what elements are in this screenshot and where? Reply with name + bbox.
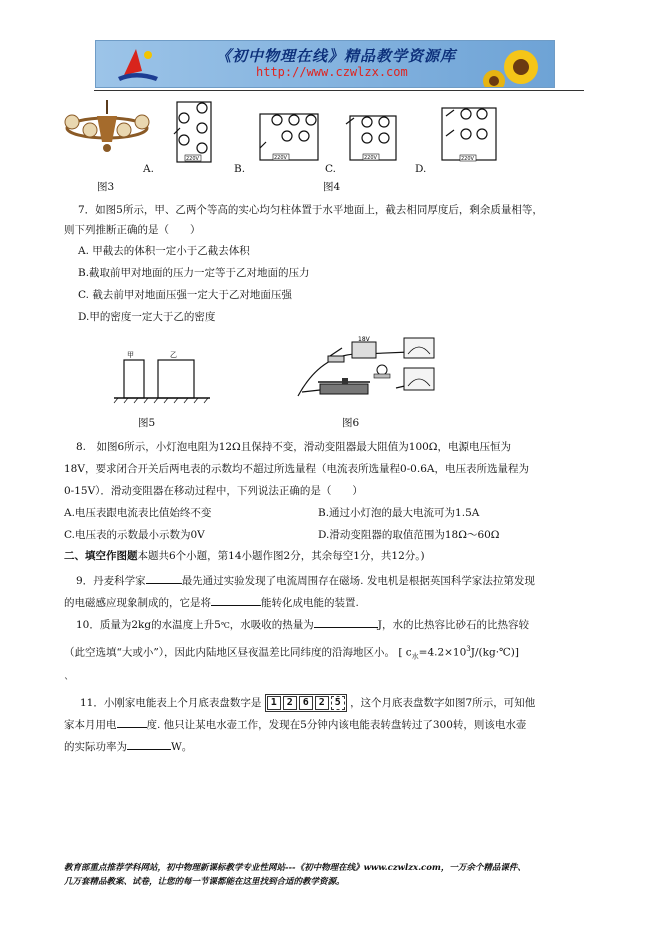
banner-url[interactable]: http://www.czwlzx.com bbox=[256, 65, 408, 79]
q11-line3: 的实际功率为 W。 bbox=[64, 738, 192, 754]
header-banner bbox=[95, 40, 555, 88]
q8-line2: 18V，要求闭合开关后两电表的示数均不超过所选量程（电流表所选量程0-0.6A，电压表所选量程为 bbox=[64, 463, 529, 475]
footer-line-2: 几万套精品教案、试卷，让您的每一节课都能在这里找到合适的教学资源。 bbox=[64, 877, 345, 887]
figure-6-caption: 图6 bbox=[342, 417, 360, 429]
q8-option-a: A.电压表跟电流表比值始终不变 bbox=[64, 507, 212, 519]
q8-option-b: B.通过小灯泡的最大电流可为1.5A bbox=[318, 507, 480, 519]
q11-blank-1[interactable] bbox=[117, 716, 147, 728]
option-b-label: B. bbox=[234, 163, 246, 175]
option-a-label: A. bbox=[143, 163, 154, 175]
circuit-c bbox=[346, 116, 396, 160]
q9-line1: 9．丹麦科学家 最先通过实验发现了电流周围存在磁场. 发电机是根据英国科学家法拉第发现 bbox=[76, 572, 535, 588]
q11-line1: 11．小刚家电能表上个月底表盘数字是 1 2 6 2 5 ，这个月底表盘数字如图7所示，可知他 bbox=[80, 694, 535, 712]
q10-unit: ℃ bbox=[220, 621, 230, 630]
section-2-heading-line bbox=[64, 549, 425, 563]
q10-blank-1[interactable] bbox=[314, 616, 378, 628]
meter-digit: 5 bbox=[331, 696, 345, 710]
q10-line1: 10．质量为2kg的水温度上升5℃，水吸收的热量为 J，水的比热容比砂石的比热容较 bbox=[76, 616, 529, 633]
q11-line2: 家本月用电 度. 他只让某电水壶工作，发现在5分钟内该电能表转盘转过了300转，则该电水壶 bbox=[64, 716, 526, 732]
battery-icon bbox=[352, 336, 376, 358]
voltage-label-b: 220V bbox=[274, 155, 287, 161]
figure-6 bbox=[292, 332, 452, 410]
header-rule bbox=[94, 90, 584, 91]
ammeter-icon bbox=[404, 338, 434, 358]
option-c-label: C. bbox=[325, 163, 336, 175]
fig5-label-jia: 甲 bbox=[127, 351, 134, 359]
option-d-label: D. bbox=[415, 163, 427, 175]
lamp-icon bbox=[374, 365, 390, 378]
q7-stem-line2: 则下列推断正确的是（ ） bbox=[64, 224, 201, 236]
switch-icon bbox=[328, 348, 344, 362]
q11-blank-2[interactable] bbox=[127, 738, 171, 750]
rheostat-icon bbox=[318, 378, 370, 394]
q8-option-c: C.电压表的示数最小示数为0V bbox=[64, 529, 205, 541]
voltmeter-icon bbox=[404, 368, 434, 390]
q8-line3: 0-15V）．滑动变阻器在移动过程中，下列说法正确的是（ ） bbox=[64, 485, 363, 497]
meter-display bbox=[265, 694, 347, 712]
q7-option-a: A. 甲截去的体积一定小于乙截去体积 bbox=[78, 245, 250, 257]
figure-5 bbox=[110, 340, 220, 410]
figures-3-4 bbox=[62, 94, 592, 194]
meter-digit: 2 bbox=[283, 696, 297, 710]
stray-mark: ` bbox=[64, 677, 70, 689]
voltage-label-a: 220V bbox=[186, 156, 199, 162]
q9-blank-2[interactable] bbox=[211, 594, 261, 606]
q7-option-d: D.甲的密度一定大于乙的密度 bbox=[78, 311, 216, 323]
meter-digit: 6 bbox=[299, 696, 313, 710]
banner-title: 《初中物理在线》精品教学资源库 bbox=[216, 47, 457, 65]
q9-line2: 的电磁感应现象制成的，它是将 能转化成电能的装置. bbox=[64, 594, 359, 610]
q9-blank-1[interactable] bbox=[146, 572, 182, 584]
q7-stem-line1: 7．如图5所示，甲、乙两个等高的实心均匀柱体置于水平地面上，截去相同厚度后，剩余质量相等， bbox=[78, 204, 543, 216]
q10-line2: （此空选填“大或小”），因此内陆地区昼夜温差比同纬度的沿海地区小。 [ $c_水=4.2\times 10^3J/(kg\cdot℃)$] bbox=[64, 645, 519, 661]
figure-4-caption: 图4 bbox=[323, 181, 341, 193]
section-2-heading: 二、填空作图题 bbox=[64, 550, 138, 562]
footer-line-1: 教育部重点推荐学科网站，初中物理新课标教学专业性网站---《初中物理在线》www.czwlzx.com，一万余个精品课件、 bbox=[64, 863, 526, 873]
circuit-d bbox=[442, 108, 496, 160]
fig5-label-yi: 乙 bbox=[170, 351, 177, 359]
voltage-label-c: 220V bbox=[364, 155, 377, 161]
q8-line1: 8. 如图6所示，小灯泡电阻为12Ω且保持不变，滑动变阻器最大阻值为100Ω，电源电压恒为 bbox=[76, 441, 512, 453]
figure-5-caption: 图5 bbox=[138, 417, 156, 429]
figure-3-caption: 图3 bbox=[97, 181, 115, 193]
circuit-a bbox=[174, 102, 211, 162]
meter-digit: 2 bbox=[315, 696, 329, 710]
q7-option-c: C. 截去前甲对地面压强一定大于乙对地面压强 bbox=[78, 289, 292, 301]
meter-digit: 1 bbox=[267, 696, 281, 710]
q7-option-b: B.截取前甲对地面的压力一定等于乙对地面的压力 bbox=[78, 267, 310, 279]
q8-option-d: D.滑动变阻器的取值范围为18Ω～60Ω bbox=[318, 529, 500, 541]
section-2-description: 本题共6个小题，第14小题作图2分，其余每空1分，共12分。) bbox=[137, 550, 425, 562]
chandelier-figure bbox=[65, 100, 149, 152]
voltage-label-d: 220V bbox=[461, 156, 474, 162]
circuit-b bbox=[260, 114, 318, 160]
fig6-battery-label: 18V bbox=[358, 336, 370, 343]
